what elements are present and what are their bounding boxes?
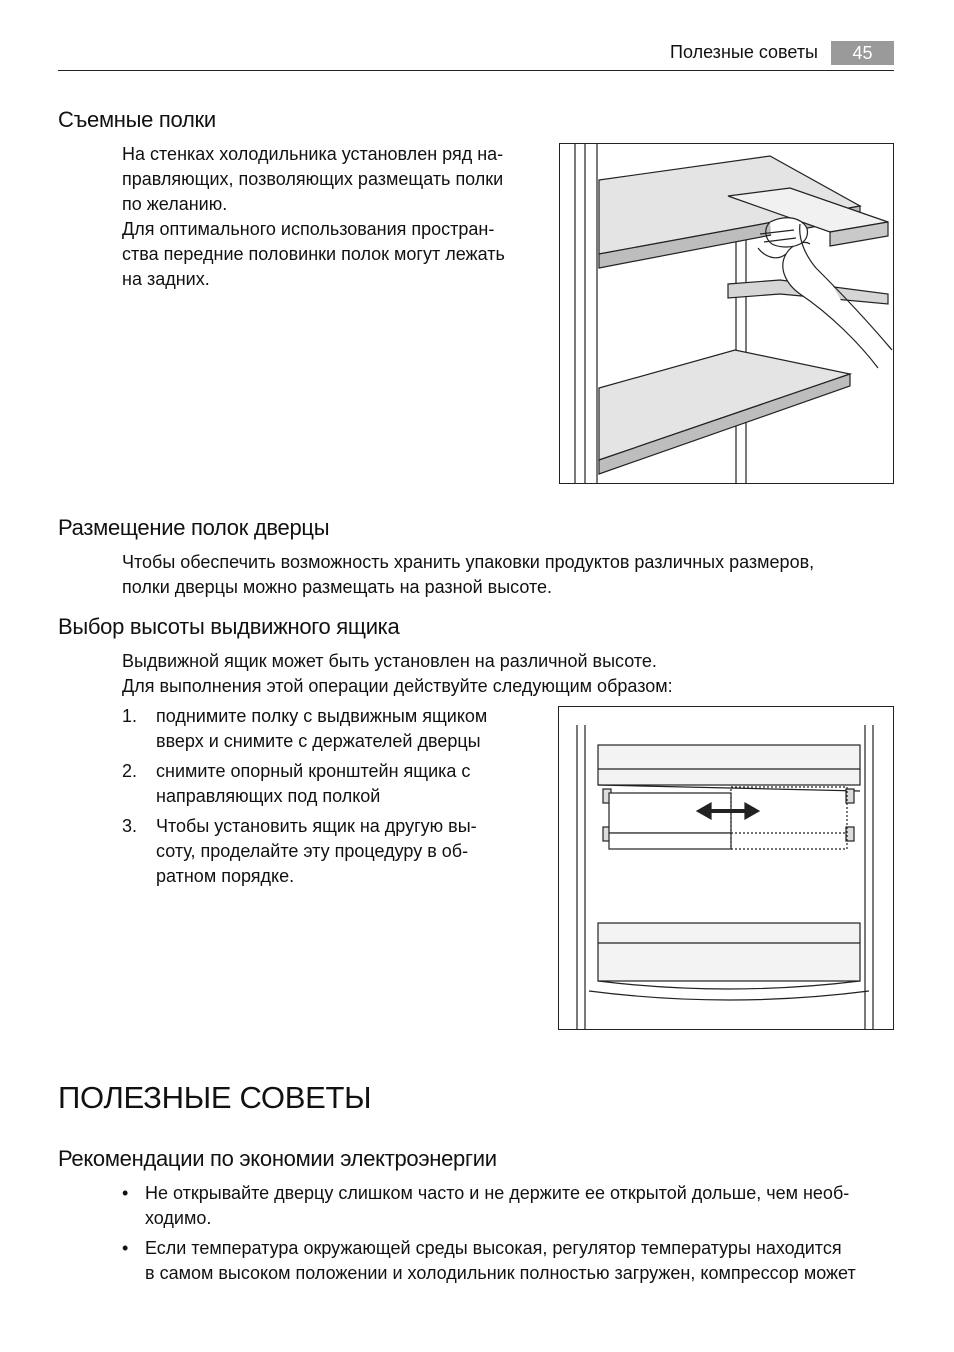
- step-text-line: соту, проделайте эту процедуру в об-: [156, 841, 469, 861]
- text-line: правляющих, позволяющих размещать полки: [122, 169, 504, 189]
- section-heading-drawer-height: Выбор высоты выдвижного ящика: [58, 614, 400, 639]
- bullet-text-line: Если температура окружающей среды высокая, регулятор температуры находится: [145, 1238, 842, 1258]
- header-rule: [58, 70, 894, 71]
- list-item: [122, 704, 542, 754]
- step-number: 1.: [122, 706, 138, 726]
- page-number-badge: 45: [831, 41, 894, 65]
- bullet-marker: •: [122, 1183, 129, 1203]
- list-item: [122, 814, 542, 889]
- text-line: Для выполнения этой операции действуйте следующим образом:: [122, 676, 673, 696]
- bullet-text-line: в самом высоком положении и холодильник полностью загружен, компрессор может: [145, 1263, 856, 1283]
- text-line: на задних.: [122, 269, 210, 289]
- running-header-title: Полезные советы: [670, 42, 818, 62]
- drawer-steps-list: [122, 704, 542, 894]
- step-number: 2.: [122, 761, 138, 781]
- text-line: полки дверцы можно размещать на разной высоте.: [122, 577, 553, 597]
- text-line: ства передние половинки полок могут лежать: [122, 244, 505, 264]
- shelves-illustration: [559, 143, 894, 484]
- text-line: Чтобы обеспечить возможность хранить упаковки продуктов различных размеров,: [122, 552, 815, 572]
- removable-shelves-text: [122, 142, 542, 292]
- text-line: Выдвижной ящик может быть установлен на различной высоте.: [122, 651, 657, 671]
- shelves-drawing: [560, 144, 893, 483]
- main-title: ПОЛЕЗНЫЕ СОВЕТЫ: [58, 1080, 372, 1115]
- text-line: по желанию.: [122, 194, 228, 214]
- step-text-line: поднимите полку с выдвижным ящиком: [156, 706, 488, 726]
- door-drawer-illustration: [558, 706, 894, 1030]
- bullet-text-line: Не открывайте дверцу слишком часто и не держите ее открытой дольше, чем необ-: [145, 1183, 850, 1203]
- text-line: Для оптимального использования простран-: [122, 219, 495, 239]
- bullet-text-line: ходимо.: [145, 1208, 212, 1228]
- text-line: На стенках холодильника установлен ряд на-: [122, 144, 504, 164]
- step-text-line: ратном порядке.: [156, 866, 295, 886]
- step-text-line: вверх и снимите с держателей дверцы: [156, 731, 481, 751]
- door-shelves-text: [122, 550, 902, 600]
- bullet-marker: •: [122, 1238, 129, 1258]
- drawer-height-intro: [122, 649, 902, 699]
- energy-tips-list: [122, 1181, 912, 1291]
- list-item: [122, 1236, 912, 1286]
- list-item: [122, 759, 542, 809]
- step-text-line: Чтобы установить ящик на другую вы-: [156, 816, 477, 836]
- section-heading-door-shelves: Размещение полок дверцы: [58, 515, 330, 540]
- step-number: 3.: [122, 816, 138, 836]
- section-heading-energy-saving: Рекомендации по экономии электроэнергии: [58, 1146, 497, 1171]
- step-text-line: направляющих под полкой: [156, 786, 381, 806]
- step-text-line: снимите опорный кронштейн ящика с: [156, 761, 471, 781]
- door-drawer-drawing: [559, 707, 893, 1029]
- section-heading-removable-shelves: Съемные полки: [58, 107, 216, 132]
- list-item: [122, 1181, 912, 1231]
